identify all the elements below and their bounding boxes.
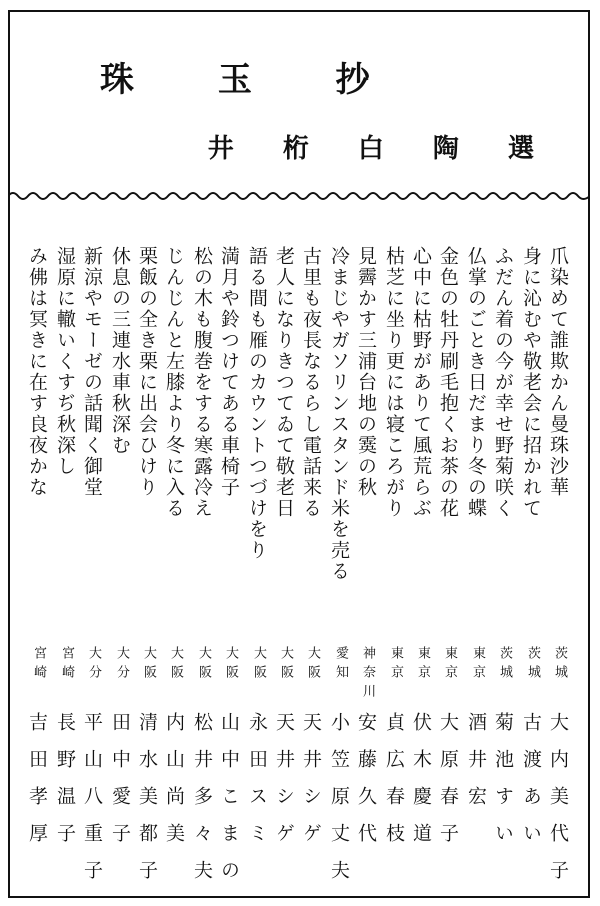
author-name: 伏木慶道 <box>410 712 432 860</box>
selector-name: 井 桁 白 陶 選 <box>207 134 554 164</box>
author-prefecture: 大阪 <box>196 646 211 684</box>
author-prefecture: 神奈川 <box>360 646 375 703</box>
author-name: 田中愛子 <box>109 712 131 860</box>
haiku-text: 金色の牡丹刷毛抱くお茶の花 <box>437 246 459 519</box>
haiku-text: 湿原に轍いくすぢ秋深し <box>54 246 76 477</box>
author-name: 菊池すい <box>492 712 514 860</box>
haiku-text: 冷まじやガソリンスタンド米を売る <box>328 246 350 582</box>
haiku-text: ふだん着の今が幸せ野菊咲く <box>492 246 514 519</box>
wavy-divider <box>8 186 590 206</box>
author-name: 小笠原丈夫 <box>328 712 350 897</box>
haiku-text: 身に沁むや敬老会に招かれて <box>520 246 542 519</box>
author-name: 清水美都子 <box>136 712 158 897</box>
author-prefecture: 東京 <box>388 646 403 684</box>
author-name: 天井シゲ <box>300 712 322 860</box>
author-name: 平山八重子 <box>81 712 103 897</box>
author-prefecture: 茨城 <box>525 646 540 684</box>
author-name: 安藤久代 <box>355 712 377 860</box>
haiku-text: 心中に枯野がありて風荒らぶ <box>410 246 432 519</box>
haiku-text: 枯芝に坐り更には寝ころがり <box>383 246 405 519</box>
haiku-text: 満月や鈴つけてある車椅子 <box>218 246 240 498</box>
haiku-text: 栗飯の全き栗に出会ひけり <box>136 246 158 498</box>
author-name: 松井多々夫 <box>191 712 213 897</box>
author-name: 永田スミ <box>246 712 268 860</box>
author-prefecture: 茨城 <box>497 646 512 684</box>
author-name: 酒井宏 <box>465 712 487 823</box>
author-prefecture: 大阪 <box>251 646 266 684</box>
author-prefecture: 東京 <box>442 646 457 684</box>
haiku-text: 爪染めて誰欺かん曼珠沙華 <box>547 246 569 498</box>
author-prefecture: 東京 <box>470 646 485 684</box>
author-name: 大原春子 <box>437 712 459 860</box>
haiku-text: 松の木も腹巻をする寒露冷え <box>191 246 213 519</box>
author-name: 古渡あい <box>520 712 542 860</box>
author-prefecture: 愛知 <box>333 646 348 684</box>
haiku-text: 新涼やモーゼの話聞く御堂 <box>81 246 103 498</box>
author-name: 吉田孝厚 <box>26 712 48 860</box>
haiku-text: 休息の三連水車秋深む <box>109 246 131 456</box>
haiku-text: じんじんと左膝より冬に入る <box>163 246 185 519</box>
author-prefecture: 大阪 <box>278 646 293 684</box>
author-prefecture: 大阪 <box>305 646 320 684</box>
haiku-text: 古里も夜長なるらし電話来る <box>300 246 322 519</box>
author-prefecture: 大阪 <box>168 646 183 684</box>
author-prefecture: 東京 <box>415 646 430 684</box>
author-name: 長野温子 <box>54 712 76 860</box>
author-name: 大内美代子 <box>547 712 569 897</box>
haiku-text: 仏掌のごとき日だまり冬の蝶 <box>465 246 487 519</box>
author-prefecture: 大分 <box>114 646 129 684</box>
author-name: 内山尚美 <box>163 712 185 860</box>
author-name: 貞広春枝 <box>383 712 405 860</box>
haiku-text: 老人になりきつてゐて敬老日 <box>273 246 295 519</box>
haiku-text: み佛は冥きに在す良夜かな <box>26 246 48 498</box>
author-name: 天井シゲ <box>273 712 295 860</box>
author-prefecture: 大阪 <box>223 646 238 684</box>
author-prefecture: 宮崎 <box>31 646 46 684</box>
author-prefecture: 宮崎 <box>59 646 74 684</box>
author-name: 山中こまの <box>218 712 240 897</box>
haiku-text: 見霽かす三浦台地の霙の秋 <box>355 246 377 498</box>
haiku-text: 語る間も雁のカウントつづけをり <box>246 246 268 561</box>
author-prefecture: 大分 <box>86 646 101 684</box>
page-title: 珠 玉 抄 <box>100 60 406 100</box>
author-prefecture: 大阪 <box>141 646 156 684</box>
author-prefecture: 茨城 <box>552 646 567 684</box>
